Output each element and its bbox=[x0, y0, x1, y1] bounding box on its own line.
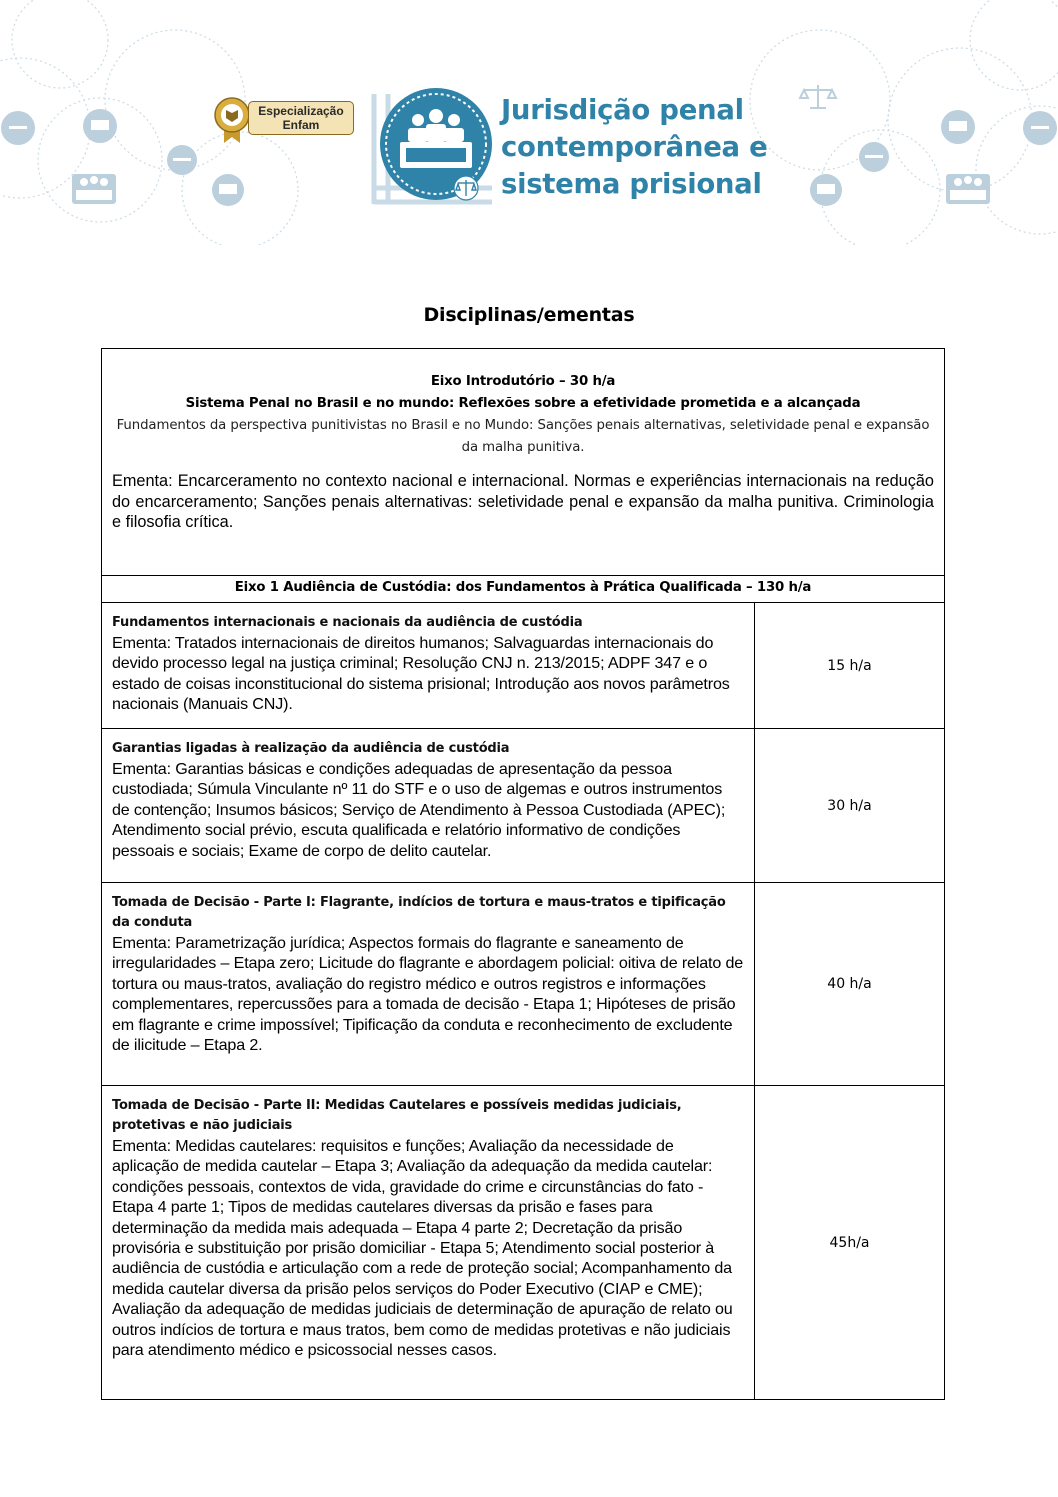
discipline-hours: 15 h/a bbox=[754, 603, 944, 728]
title-line-3: sistema prisional bbox=[501, 168, 762, 200]
header-banner bbox=[0, 0, 1058, 245]
discipline-title: Tomada de Decisão - Parte II: Medidas Cautelares e possíveis medidas judiciais, protetivas e não judiciais bbox=[112, 1098, 682, 1133]
discipline-ementa: Ementa: Medidas cautelares: requisitos e funções; Avaliação da necessidade de aplicação de medida cautelar – Etapa 3; Avaliação da adequação da medida cautelar: condições pessoais, contextos de vida, gravidade do crime e circunstâncias do fato - Etapa 4 parte 1; Tipos de medidas cautelares diversas da prisão e fases para determinação da medida mais adequada – Etapa 4 parte 2; Decretação da prisão provisória e substituição por prisão domiciliar - Etapa 5; Atendimento social posterior à audiência de custódia e articulação com a rede de proteção social; Acompanhamento da medida cautelar diversa da prisão pelos serviços do Poder Executivo (CIAP e CME); Avaliação da adequação de medidas judiciais de determinação de apuração de relato ou outros indícios de tortura e maus tratos, bem como de medidas protetivas e não judiciais para atendimento médico e psicossocial nesses casos. bbox=[112, 1137, 733, 1360]
eixo1-row bbox=[102, 575, 944, 602]
discipline-ementa: Ementa: Parametrização jurídica; Aspectos formais do flagrante e saneamento de irregularidades – Etapa zero; Licitude do flagrante e abordagem policial: oitiva de relato de tortura ou maus-tratos, avaliação do registro médico e outros registros e informações complementares, repercussões para a tomada de decisão - Etapa 1; Hipóteses de prisão em flagrante e crime impossível; Tipificação da conduta e reconhecimento de excludente de ilicitude – Etapa 2. bbox=[112, 934, 744, 1055]
discipline-hours: 30 h/a bbox=[754, 729, 944, 882]
discipline-cell bbox=[102, 1086, 754, 1399]
program-title bbox=[501, 92, 767, 203]
table-row bbox=[102, 1085, 944, 1399]
title-line-2: contemporânea e bbox=[501, 131, 768, 163]
intro-description: Fundamentos da perspectiva punitivistas no Brasil e no Mundo: Sanções penais alternativas, seletividade penal e expansão da malha punitiva. bbox=[116, 418, 930, 455]
badge-line-2: Enfam bbox=[282, 118, 320, 132]
intro-row bbox=[102, 349, 944, 575]
discipline-title: Fundamentos internacionais e nacionais da audiência de custódia bbox=[112, 615, 583, 630]
discipline-hours: 45h/a bbox=[754, 1086, 944, 1399]
eixo1-title: Eixo 1 Audiência de Custódia: dos Fundamentos à Prática Qualificada – 130 h/a bbox=[234, 580, 812, 595]
intro-subtitle: Sistema Penal no Brasil e no mundo: Reflexões sobre a efetividade prometida e a alcançada bbox=[185, 396, 861, 411]
discipline-cell bbox=[102, 603, 754, 728]
discipline-ementa: Ementa: Tratados internacionais de direitos humanos; Salvaguardas internacionais do devido processo legal na justiça criminal; Resolução CNJ n. 213/2015; ADPF 347 e o estado de coisas inconstitucional do sistema prisional; Introdução aos novos parâmetros nacionais (Manuais CNJ). bbox=[112, 634, 730, 714]
table-row bbox=[102, 728, 944, 882]
discipline-title: Tomada de Decisão - Parte I: Flagrante, indícios de tortura e maus-tratos e tipificação da conduta bbox=[112, 895, 726, 930]
intro-eixo-title: Eixo Introdutório – 30 h/a bbox=[430, 374, 616, 389]
title-line-1: Jurisdição penal bbox=[501, 94, 744, 126]
table-row bbox=[102, 602, 944, 728]
badge-label bbox=[248, 101, 354, 135]
discipline-hours: 40 h/a bbox=[754, 883, 944, 1085]
disciplines-table bbox=[101, 348, 945, 1400]
courtroom-icon bbox=[370, 84, 496, 214]
table-row bbox=[102, 882, 944, 1085]
intro-cell bbox=[102, 349, 944, 575]
discipline-cell bbox=[102, 883, 754, 1085]
discipline-cell bbox=[102, 729, 754, 882]
enfam-badge bbox=[214, 95, 356, 145]
badge-line-1: Especialização bbox=[258, 104, 344, 118]
intro-ementa: Ementa: Encarceramento no contexto nacional e internacional. Normas e experiências internacionais na redução do encarceramento; Sanções penais alternativas: seletividade penal e expansão da malha punitiva. Criminologia e filosofia crítica. bbox=[112, 472, 934, 531]
page-title: Disciplinas/ementas bbox=[423, 304, 635, 326]
discipline-title: Garantias ligadas à realização da audiência de custódia bbox=[112, 741, 510, 756]
discipline-ementa: Ementa: Garantias básicas e condições adequadas de apresentação da pessoa custodiada; Súmula Vinculante nº 11 do STF e o uso de algemas e outros instrumentos de contenção; Insumos básicos; Serviço de Atendimento à Pessoa Custodiada (APEC); Atendimento social prévio, escuta qualificada e relatório informativo de condições pessoais e sociais; Exame de corpo de delito cautelar. bbox=[112, 760, 726, 860]
